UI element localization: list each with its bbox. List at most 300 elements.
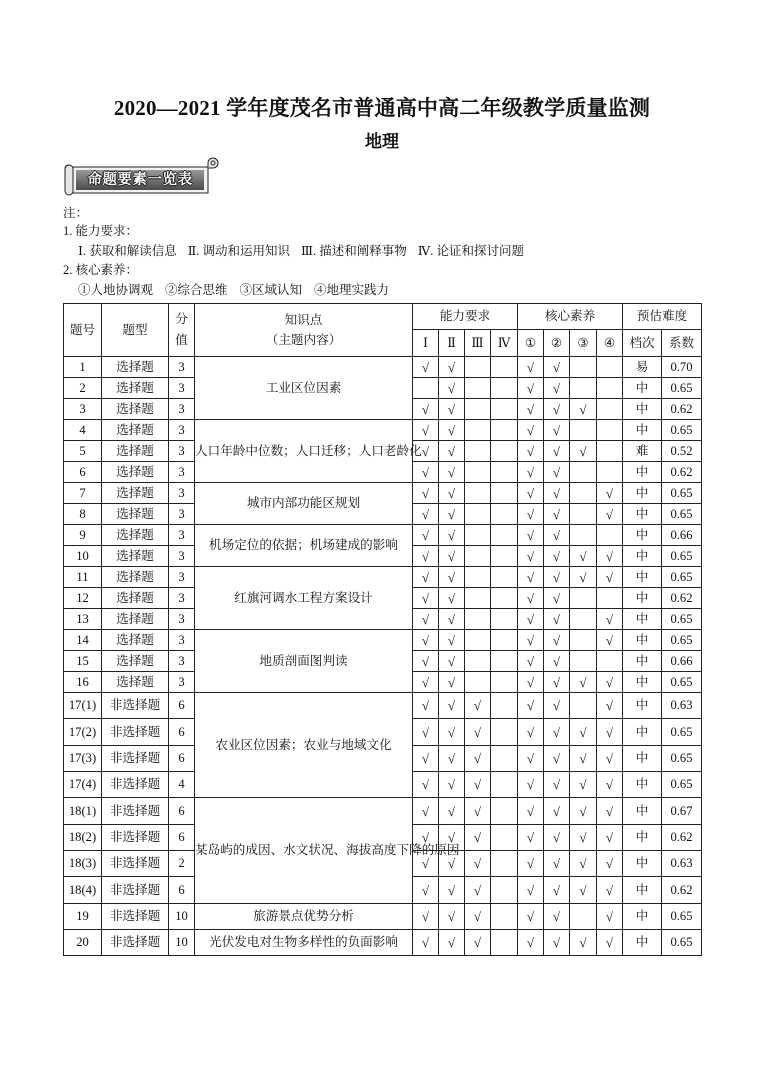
core-literacy-4-check-cell	[597, 462, 623, 483]
header-ability-II: Ⅱ	[439, 330, 465, 357]
core-literacy-4-check-cell: √	[597, 851, 623, 877]
ability-I-check-cell: √	[413, 546, 439, 567]
header-core-literacy-1: ①	[518, 330, 544, 357]
difficulty-coefficient-cell: 0.67	[662, 798, 702, 824]
header-question-number: 题号	[64, 304, 102, 357]
question-type-cell: 非选择题	[102, 930, 169, 956]
difficulty-coefficient-cell: 0.65	[662, 483, 702, 504]
difficulty-level-cell: 中	[623, 877, 662, 903]
header-knowledge-sublabel: （主题内容）	[265, 333, 342, 347]
core-literacy-1-check-cell: √	[518, 399, 544, 420]
question-number-cell: 15	[64, 651, 102, 672]
ability-III-check-cell	[465, 609, 491, 630]
ability-II-check-cell: √	[439, 651, 465, 672]
ability-III-check-cell: √	[465, 930, 491, 956]
ability-II-check-cell: √	[439, 672, 465, 693]
ability-I-check-cell: √	[413, 609, 439, 630]
ability-III-check-cell: √	[465, 903, 491, 929]
ability-IV-check-cell	[491, 851, 518, 877]
difficulty-level-cell: 中	[623, 772, 662, 798]
knowledge-topic-cell: 地质剖面图判读	[195, 630, 413, 693]
core-literacy-3-check-cell	[570, 483, 597, 504]
core-literacy-1-check-cell: √	[518, 745, 544, 771]
core-literacy-legend-item: ④地理实践力	[314, 283, 390, 297]
difficulty-level-cell: 中	[623, 399, 662, 420]
score-cell: 3	[169, 567, 195, 588]
question-number-cell: 7	[64, 483, 102, 504]
core-literacy-2-check-cell: √	[544, 357, 570, 378]
question-number-cell: 6	[64, 462, 102, 483]
core-literacy-3-check-cell: √	[570, 441, 597, 462]
difficulty-coefficient-cell: 0.65	[662, 903, 702, 929]
score-cell: 6	[169, 877, 195, 903]
ability-II-check-cell: √	[439, 877, 465, 903]
core-literacy-1-check-cell: √	[518, 357, 544, 378]
ability-legend-item: Ⅲ. 描述和阐释事物	[300, 244, 407, 258]
question-number-cell: 5	[64, 441, 102, 462]
difficulty-coefficient-cell: 0.62	[662, 399, 702, 420]
score-cell: 6	[169, 745, 195, 771]
question-number-cell: 17(3)	[64, 745, 102, 771]
subject-title: 地理	[365, 132, 399, 151]
question-number-cell: 10	[64, 546, 102, 567]
header-difficulty-level: 档次	[623, 330, 662, 357]
score-cell: 6	[169, 693, 195, 719]
ability-IV-check-cell	[491, 719, 518, 745]
ability-II-check-cell: √	[439, 546, 465, 567]
ability-legend	[78, 244, 535, 259]
core-literacy-4-check-cell: √	[597, 504, 623, 525]
core-literacy-1-check-cell: √	[518, 630, 544, 651]
core-literacy-1-check-cell: √	[518, 930, 544, 956]
difficulty-coefficient-cell: 0.65	[662, 772, 702, 798]
header-score-label: 分值	[175, 312, 188, 347]
core-literacy-3-check-cell: √	[570, 930, 597, 956]
ability-IV-check-cell	[491, 798, 518, 824]
core-literacy-1-check-cell: √	[518, 567, 544, 588]
core-literacy-1-check-cell: √	[518, 798, 544, 824]
difficulty-coefficient-cell: 0.65	[662, 930, 702, 956]
knowledge-topic-cell: 城市内部功能区规划	[195, 483, 413, 525]
question-type-cell: 选择题	[102, 672, 169, 693]
ability-II-check-cell: √	[439, 930, 465, 956]
core-literacy-2-check-cell: √	[544, 651, 570, 672]
table-row	[64, 903, 702, 929]
ability-IV-check-cell	[491, 630, 518, 651]
question-number-cell: 19	[64, 903, 102, 929]
core-literacy-4-check-cell: √	[597, 877, 623, 903]
core-literacy-2-check-cell: √	[544, 609, 570, 630]
core-literacy-3-check-cell: √	[570, 798, 597, 824]
header-ability-I: Ⅰ	[413, 330, 439, 357]
question-type-cell: 非选择题	[102, 877, 169, 903]
difficulty-coefficient-cell: 0.65	[662, 719, 702, 745]
score-cell: 3	[169, 420, 195, 441]
question-type-cell: 非选择题	[102, 824, 169, 850]
difficulty-coefficient-cell: 0.66	[662, 525, 702, 546]
core-literacy-2-check-cell: √	[544, 441, 570, 462]
ability-III-check-cell	[465, 672, 491, 693]
question-type-cell: 非选择题	[102, 693, 169, 719]
question-type-cell: 选择题	[102, 546, 169, 567]
difficulty-level-cell: 难	[623, 441, 662, 462]
core-literacy-3-check-cell	[570, 420, 597, 441]
core-literacy-3-check-cell	[570, 378, 597, 399]
header-core-literacy: 核心素养	[518, 304, 623, 330]
difficulty-level-cell: 中	[623, 745, 662, 771]
core-literacy-heading: 2. 核心素养：	[63, 263, 139, 277]
difficulty-coefficient-cell: 0.63	[662, 693, 702, 719]
ability-II-check-cell: √	[439, 420, 465, 441]
ability-II-check-cell: √	[439, 693, 465, 719]
table-row	[64, 630, 702, 651]
difficulty-coefficient-cell: 0.65	[662, 420, 702, 441]
ability-I-check-cell: √	[413, 441, 439, 462]
core-literacy-4-check-cell: √	[597, 798, 623, 824]
question-number-cell: 17(1)	[64, 693, 102, 719]
ability-II-check-cell: √	[439, 378, 465, 399]
ability-III-check-cell	[465, 357, 491, 378]
proposition-elements-table	[63, 303, 702, 956]
question-number-cell: 18(1)	[64, 798, 102, 824]
ability-III-check-cell: √	[465, 877, 491, 903]
core-literacy-3-check-cell	[570, 504, 597, 525]
ability-IV-check-cell	[491, 877, 518, 903]
knowledge-topic-cell: 工业区位因素	[195, 357, 413, 420]
difficulty-coefficient-cell: 0.62	[662, 462, 702, 483]
ability-I-check-cell: √	[413, 630, 439, 651]
difficulty-level-cell: 中	[623, 420, 662, 441]
ability-IV-check-cell	[491, 441, 518, 462]
core-literacy-2-check-cell: √	[544, 504, 570, 525]
ability-II-check-cell: √	[439, 357, 465, 378]
score-cell: 3	[169, 462, 195, 483]
ability-IV-check-cell	[491, 609, 518, 630]
core-literacy-3-check-cell: √	[570, 877, 597, 903]
ability-IV-check-cell	[491, 357, 518, 378]
core-literacy-4-check-cell: √	[597, 719, 623, 745]
core-literacy-2-check-cell: √	[544, 525, 570, 546]
difficulty-coefficient-cell: 0.65	[662, 630, 702, 651]
core-literacy-1-check-cell: √	[518, 672, 544, 693]
ability-III-check-cell: √	[465, 693, 491, 719]
core-literacy-2-check-cell: √	[544, 930, 570, 956]
core-literacy-3-check-cell: √	[570, 546, 597, 567]
ability-IV-check-cell	[491, 651, 518, 672]
core-literacy-2-check-cell: √	[544, 745, 570, 771]
ability-IV-check-cell	[491, 693, 518, 719]
header-ability-requirements: 能力要求	[413, 304, 518, 330]
core-literacy-1-check-cell: √	[518, 504, 544, 525]
core-literacy-2-check-cell: √	[544, 693, 570, 719]
ability-III-check-cell	[465, 525, 491, 546]
core-literacy-2-check-cell: √	[544, 462, 570, 483]
core-literacy-3-check-cell: √	[570, 399, 597, 420]
ability-IV-check-cell	[491, 588, 518, 609]
ability-I-check-cell: √	[413, 525, 439, 546]
score-cell: 3	[169, 672, 195, 693]
difficulty-level-cell: 中	[623, 903, 662, 929]
ability-IV-check-cell	[491, 546, 518, 567]
core-literacy-2-check-cell: √	[544, 399, 570, 420]
question-number-cell: 12	[64, 588, 102, 609]
ability-I-check-cell: √	[413, 651, 439, 672]
difficulty-coefficient-cell: 0.52	[662, 441, 702, 462]
question-number-cell: 9	[64, 525, 102, 546]
difficulty-level-cell: 中	[623, 462, 662, 483]
question-type-cell: 选择题	[102, 441, 169, 462]
header-knowledge-point	[195, 304, 413, 357]
ability-IV-check-cell	[491, 462, 518, 483]
difficulty-coefficient-cell: 0.65	[662, 504, 702, 525]
difficulty-coefficient-cell: 0.65	[662, 378, 702, 399]
core-literacy-3-check-cell	[570, 630, 597, 651]
question-number-cell: 18(2)	[64, 824, 102, 850]
core-literacy-1-check-cell: √	[518, 693, 544, 719]
core-literacy-2-check-cell: √	[544, 798, 570, 824]
ability-II-check-cell: √	[439, 851, 465, 877]
core-literacy-2-check-cell: √	[544, 420, 570, 441]
question-type-cell: 选择题	[102, 651, 169, 672]
core-literacy-4-check-cell: √	[597, 546, 623, 567]
difficulty-level-cell: 中	[623, 483, 662, 504]
question-type-cell: 非选择题	[102, 745, 169, 771]
core-literacy-4-check-cell: √	[597, 672, 623, 693]
ability-IV-check-cell	[491, 483, 518, 504]
ability-heading: 1. 能力要求：	[63, 224, 139, 238]
core-literacy-4-check-cell: √	[597, 930, 623, 956]
core-literacy-2-check-cell: √	[544, 772, 570, 798]
question-type-cell: 选择题	[102, 462, 169, 483]
ability-II-check-cell: √	[439, 824, 465, 850]
core-literacy-2-check-cell: √	[544, 824, 570, 850]
score-cell: 2	[169, 851, 195, 877]
core-literacy-4-check-cell	[597, 420, 623, 441]
core-literacy-1-check-cell: √	[518, 772, 544, 798]
core-literacy-4-check-cell: √	[597, 483, 623, 504]
question-number-cell: 20	[64, 930, 102, 956]
ability-I-check-cell: √	[413, 672, 439, 693]
header-core-literacy-2: ②	[544, 330, 570, 357]
question-type-cell: 选择题	[102, 609, 169, 630]
difficulty-level-cell: 中	[623, 798, 662, 824]
score-cell: 3	[169, 378, 195, 399]
question-type-cell: 选择题	[102, 630, 169, 651]
difficulty-level-cell: 中	[623, 930, 662, 956]
ability-III-check-cell	[465, 651, 491, 672]
difficulty-coefficient-cell: 0.62	[662, 824, 702, 850]
header-core-literacy-3: ③	[570, 330, 597, 357]
table-row	[64, 420, 702, 441]
table-row	[64, 483, 702, 504]
core-literacy-legend-item: ①人地协调观	[78, 283, 154, 297]
difficulty-coefficient-cell: 0.70	[662, 357, 702, 378]
difficulty-coefficient-cell: 0.65	[662, 745, 702, 771]
difficulty-coefficient-cell: 0.63	[662, 851, 702, 877]
core-literacy-4-check-cell: √	[597, 693, 623, 719]
ability-I-check-cell: √	[413, 357, 439, 378]
ability-II-check-cell: √	[439, 525, 465, 546]
question-type-cell: 非选择题	[102, 719, 169, 745]
core-literacy-legend-item: ②综合思维	[165, 283, 228, 297]
ability-I-check-cell: √	[413, 504, 439, 525]
ability-III-check-cell: √	[465, 745, 491, 771]
ability-IV-check-cell	[491, 378, 518, 399]
question-number-cell: 14	[64, 630, 102, 651]
core-literacy-legend-item: ③区域认知	[239, 283, 303, 297]
core-literacy-3-check-cell	[570, 525, 597, 546]
score-cell: 6	[169, 798, 195, 824]
core-literacy-4-check-cell	[597, 588, 623, 609]
core-literacy-1-check-cell: √	[518, 546, 544, 567]
core-literacy-4-check-cell: √	[597, 772, 623, 798]
question-type-cell: 非选择题	[102, 798, 169, 824]
difficulty-coefficient-cell: 0.66	[662, 651, 702, 672]
core-literacy-4-check-cell	[597, 441, 623, 462]
score-cell: 3	[169, 609, 195, 630]
ability-I-check-cell: √	[413, 851, 439, 877]
ability-II-check-cell: √	[439, 719, 465, 745]
core-literacy-4-check-cell: √	[597, 903, 623, 929]
ability-II-check-cell: √	[439, 798, 465, 824]
score-cell: 3	[169, 504, 195, 525]
ability-II-check-cell: √	[439, 745, 465, 771]
question-type-cell: 选择题	[102, 588, 169, 609]
knowledge-topic-cell: 某岛屿的成因、水文状况、海拔高度下降的原因	[195, 798, 413, 903]
difficulty-level-cell: 中	[623, 378, 662, 399]
score-cell: 6	[169, 719, 195, 745]
core-literacy-2-check-cell: √	[544, 378, 570, 399]
question-type-cell: 选择题	[102, 504, 169, 525]
ability-IV-check-cell	[491, 824, 518, 850]
ability-III-check-cell: √	[465, 798, 491, 824]
ability-I-check-cell: √	[413, 693, 439, 719]
core-literacy-4-check-cell	[597, 399, 623, 420]
question-type-cell: 选择题	[102, 567, 169, 588]
banner-label: 命题要素一览表	[87, 172, 193, 188]
core-literacy-4-check-cell: √	[597, 745, 623, 771]
table-body	[64, 357, 702, 956]
core-literacy-3-check-cell: √	[570, 719, 597, 745]
core-literacy-1-check-cell: √	[518, 441, 544, 462]
difficulty-coefficient-cell: 0.65	[662, 672, 702, 693]
core-literacy-3-check-cell	[570, 588, 597, 609]
core-literacy-3-check-cell	[570, 651, 597, 672]
core-literacy-2-check-cell: √	[544, 567, 570, 588]
score-cell: 6	[169, 824, 195, 850]
ability-IV-check-cell	[491, 399, 518, 420]
table-row	[64, 798, 702, 824]
question-number-cell: 11	[64, 567, 102, 588]
ability-III-check-cell	[465, 378, 491, 399]
ability-I-check-cell: √	[413, 745, 439, 771]
core-literacy-1-check-cell: √	[518, 877, 544, 903]
difficulty-coefficient-cell: 0.65	[662, 567, 702, 588]
score-cell: 3	[169, 357, 195, 378]
section-banner	[62, 157, 216, 197]
ability-IV-check-cell	[491, 903, 518, 929]
table-row	[64, 930, 702, 956]
table-row	[64, 357, 702, 378]
notes-label: 注：	[63, 206, 89, 220]
table-header-row	[64, 304, 702, 330]
question-number-cell: 16	[64, 672, 102, 693]
ability-III-check-cell: √	[465, 851, 491, 877]
ability-II-check-cell: √	[439, 588, 465, 609]
difficulty-level-cell: 中	[623, 588, 662, 609]
ability-legend-item: Ⅳ. 论证和探讨问题	[417, 244, 525, 258]
core-literacy-4-check-cell: √	[597, 630, 623, 651]
core-literacy-2-check-cell: √	[544, 483, 570, 504]
header-question-type: 题型	[102, 304, 169, 357]
core-literacy-3-check-cell	[570, 462, 597, 483]
score-cell: 3	[169, 651, 195, 672]
ability-II-check-cell: √	[439, 504, 465, 525]
core-literacy-3-check-cell	[570, 693, 597, 719]
ability-I-check-cell: √	[413, 930, 439, 956]
difficulty-level-cell: 中	[623, 546, 662, 567]
ability-II-check-cell: √	[439, 772, 465, 798]
question-type-cell: 选择题	[102, 357, 169, 378]
ability-IV-check-cell	[491, 504, 518, 525]
header-knowledge-label: 知识点	[284, 313, 323, 327]
core-literacy-1-check-cell: √	[518, 420, 544, 441]
score-cell: 3	[169, 399, 195, 420]
ability-II-check-cell: √	[439, 609, 465, 630]
score-cell: 4	[169, 772, 195, 798]
difficulty-level-cell: 中	[623, 719, 662, 745]
ability-legend-item: Ⅱ. 调动和运用知识	[187, 244, 290, 258]
ability-II-check-cell: √	[439, 483, 465, 504]
difficulty-level-cell: 中	[623, 672, 662, 693]
difficulty-level-cell: 中	[623, 693, 662, 719]
ability-II-check-cell: √	[439, 441, 465, 462]
core-literacy-4-check-cell	[597, 651, 623, 672]
core-literacy-1-check-cell: √	[518, 609, 544, 630]
ability-III-check-cell	[465, 420, 491, 441]
header-score	[169, 304, 195, 357]
difficulty-level-cell: 中	[623, 504, 662, 525]
question-number-cell: 2	[64, 378, 102, 399]
core-literacy-2-check-cell: √	[544, 877, 570, 903]
score-cell: 3	[169, 483, 195, 504]
score-cell: 10	[169, 903, 195, 929]
ability-III-check-cell	[465, 546, 491, 567]
question-number-cell: 1	[64, 357, 102, 378]
ability-III-check-cell	[465, 504, 491, 525]
question-number-cell: 13	[64, 609, 102, 630]
ability-III-check-cell	[465, 399, 491, 420]
ability-IV-check-cell	[491, 525, 518, 546]
ability-II-check-cell: √	[439, 630, 465, 651]
ability-I-check-cell: √	[413, 483, 439, 504]
score-cell: 3	[169, 546, 195, 567]
core-literacy-2-check-cell: √	[544, 903, 570, 929]
question-number-cell: 17(4)	[64, 772, 102, 798]
difficulty-level-cell: 中	[623, 525, 662, 546]
ability-legend-item: Ⅰ. 获取和解读信息	[78, 244, 177, 258]
difficulty-level-cell: 中	[623, 824, 662, 850]
core-literacy-4-check-cell: √	[597, 824, 623, 850]
difficulty-coefficient-cell: 0.62	[662, 877, 702, 903]
ability-I-check-cell: √	[413, 462, 439, 483]
core-literacy-1-check-cell: √	[518, 525, 544, 546]
table-header	[64, 304, 702, 357]
difficulty-level-cell: 中	[623, 567, 662, 588]
ability-II-check-cell: √	[439, 567, 465, 588]
core-literacy-1-check-cell: √	[518, 588, 544, 609]
core-literacy-1-check-cell: √	[518, 851, 544, 877]
